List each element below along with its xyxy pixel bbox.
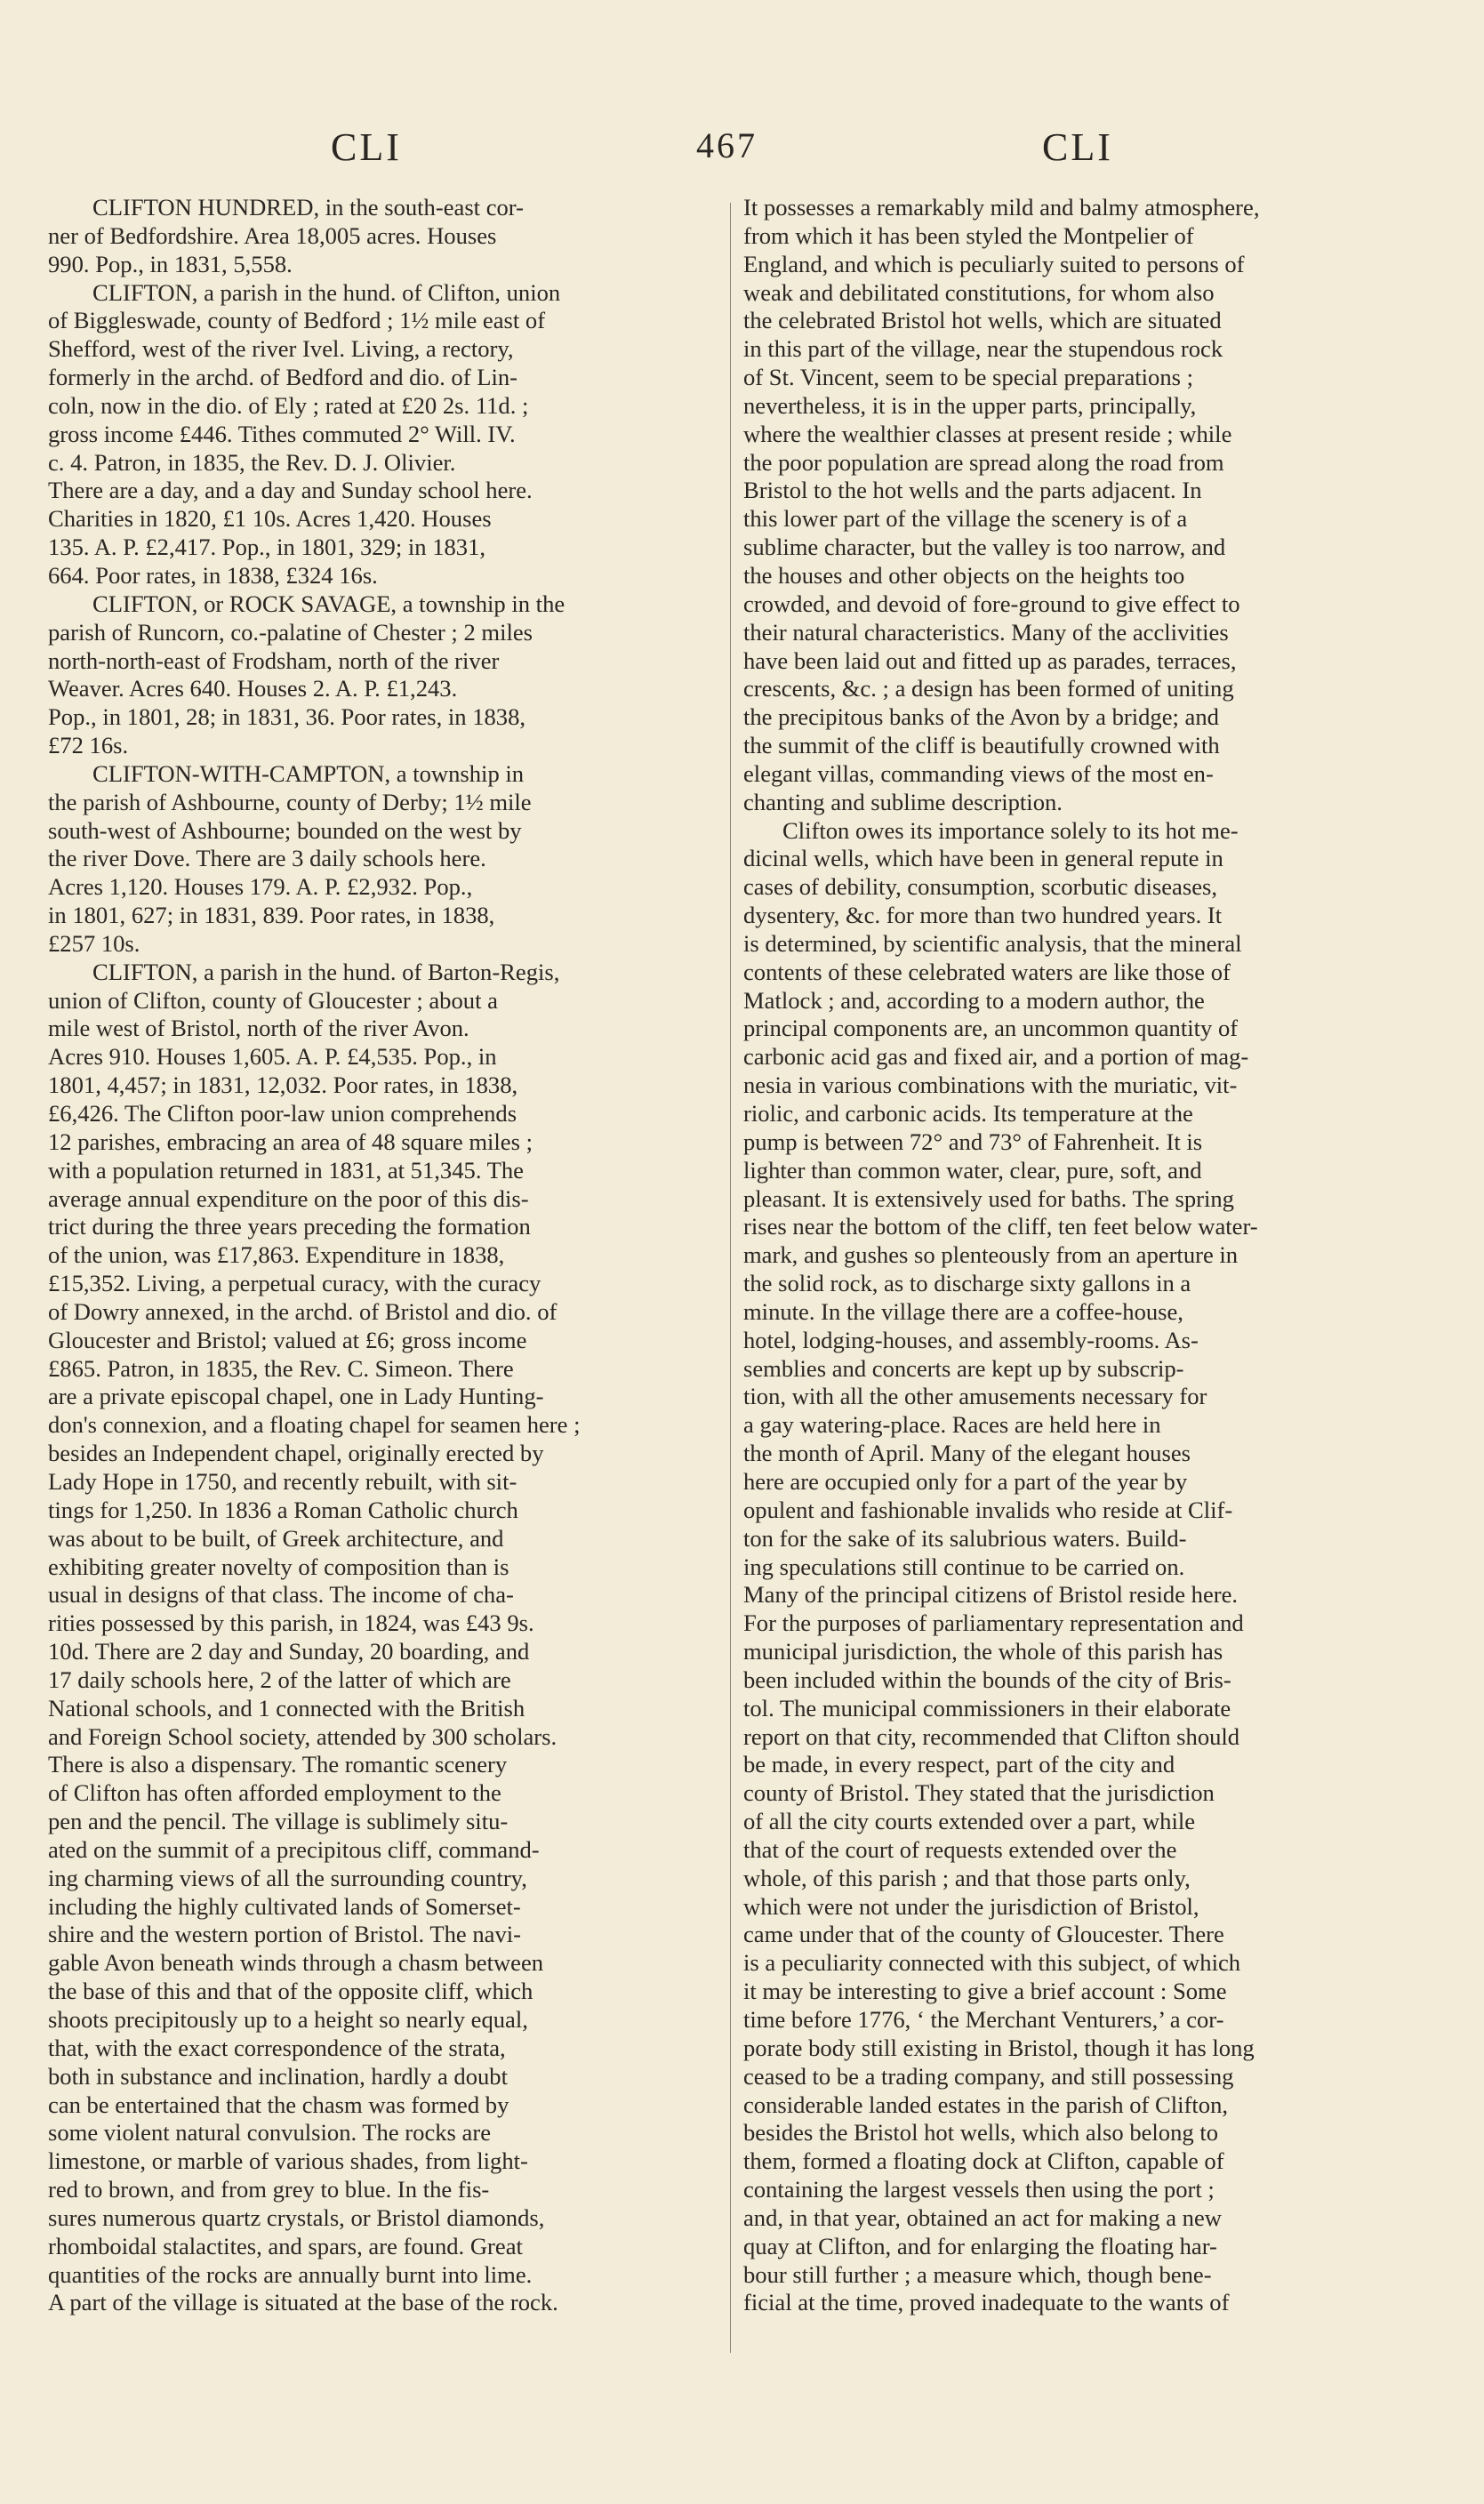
text-line: £72 16s. <box>48 732 129 759</box>
text-line: of the union, was £17,863. Expenditure in 1838, <box>48 1241 505 1269</box>
header-right-word: CLI <box>1042 125 1113 169</box>
text-line: c. 4. Patron, in 1835, the Rev. D. J. Olivier. <box>48 448 456 476</box>
text-line: contents of these celebrated waters are like those of <box>743 958 1231 985</box>
text-line: been included within the bounds of the city of Bris- <box>743 1665 1231 1693</box>
text-line: was about to be built, of Greek architecture, and <box>48 1524 504 1552</box>
text-line: municipal jurisdiction, the whole of this parish has <box>743 1638 1223 1665</box>
header-left-word: CLI <box>331 125 402 169</box>
text-line: pen and the pencil. The village is sublimely situ- <box>48 1808 509 1835</box>
text-line: some violent natural convulsion. The rocks are <box>48 2119 492 2147</box>
text-line: cases of debility, consumption, scorbutic diseases, <box>743 873 1217 901</box>
text-line: the precipitous banks of the Avon by a bridge; and <box>743 703 1219 731</box>
text-line: CLIFTON HUNDRED, in the south-east cor- <box>92 194 524 221</box>
text-line: average annual expenditure on the poor of this dis- <box>48 1184 529 1212</box>
text-line: mark, and gushes so plenteously from an aperture in <box>743 1241 1239 1269</box>
text-line: this lower part of the village the scenery is of a <box>743 505 1188 533</box>
text-line: Charities in 1820, £1 10s. Acres 1,420. Houses <box>48 505 492 533</box>
text-line: crescents, &c. ; a design has been formed of uniting <box>743 675 1234 702</box>
text-line: of all the city courts extended over a part, while <box>743 1808 1196 1835</box>
text-line: the celebrated Bristol hot wells, which are situated <box>743 307 1222 334</box>
text-line: 664. Poor rates, in 1838, £324 16s. <box>48 561 378 589</box>
text-line: a gay watering-place. Races are held here in <box>743 1411 1161 1439</box>
text-line: shoots precipitously up to a height so nearly equal, <box>48 2006 528 2033</box>
text-line: considerable landed estates in the parish of Clifton, <box>743 2091 1229 2118</box>
text-line: 17 daily schools here, 2 of the latter of which are <box>48 1665 511 1693</box>
text-line: that, with the exact correspondence of the strata, <box>48 2034 506 2061</box>
text-line: Acres 910. Houses 1,605. A. P. £4,535. Pop., in <box>48 1043 497 1071</box>
text-line: quay at Clifton, and for enlarging the floating har- <box>743 2232 1217 2259</box>
text-line: Acres 1,120. Houses 179. A. P. £2,932. Pop., <box>48 873 473 901</box>
text-line: usual in designs of that class. The income of cha- <box>48 1581 514 1609</box>
text-line: nevertheless, it is in the upper parts, principally, <box>743 391 1197 419</box>
column-divider <box>730 203 731 2353</box>
text-line: both in substance and inclination, hardly a doubt <box>48 2062 508 2090</box>
text-line: report on that city, recommended that Clifton should <box>743 1722 1240 1750</box>
text-line: don's connexion, and a floating chapel for seamen here ; <box>48 1411 581 1439</box>
text-line: the houses and other objects on the heights too <box>743 561 1185 589</box>
text-line: be made, in every respect, part of the city and <box>743 1751 1175 1778</box>
text-line: Weaver. Acres 640. Houses 2. A. P. £1,243. <box>48 675 458 702</box>
text-line: containing the largest vessels then using the port ; <box>743 2176 1215 2203</box>
text-line: the parish of Ashbourne, county of Derby; 1½ mile <box>48 788 532 815</box>
text-line: gross income £446. Tithes commuted 2° Will. IV. <box>48 420 516 447</box>
text-line: it may be interesting to give a brief account : Some <box>743 1978 1227 2005</box>
text-line: crowded, and devoid of fore-ground to give effect to <box>743 590 1240 617</box>
text-line: Lady Hope in 1750, and recently rebuilt, with sit- <box>48 1467 517 1495</box>
text-line: carbonic acid gas and fixed air, and a portion of mag- <box>743 1043 1249 1071</box>
text-line: quantities of the rocks are annually burnt into lime. <box>48 2260 533 2288</box>
text-line: gable Avon beneath winds through a chasm between <box>48 1949 544 1977</box>
text-line: ing speculations still continue to be carried on. <box>743 1553 1185 1580</box>
running-header <box>0 124 1484 178</box>
text-line: opulent and fashionable invalids who reside at Clif- <box>743 1496 1233 1523</box>
text-line: A part of the village is situated at the base of the rock. <box>48 2289 558 2316</box>
text-line: rities possessed by this parish, in 1824, was £43 9s. <box>48 1609 534 1637</box>
text-line: dysentery, &c. for more than two hundred years. It <box>743 902 1223 929</box>
text-line: which were not under the jurisdiction of Bristol, <box>743 1892 1199 1920</box>
text-line: time before 1776, ‘ the Merchant Venturers,’ a cor- <box>743 2006 1224 2033</box>
text-line: the month of April. Many of the elegant houses <box>743 1440 1191 1467</box>
text-line: rhomboidal stalactites, and spars, are found. Great <box>48 2232 523 2259</box>
text-line: hotel, lodging-houses, and assembly-rooms. As- <box>743 1326 1199 1353</box>
text-line: There is also a dispensary. The romantic scenery <box>48 1751 508 1778</box>
text-line: exhibiting greater novelty of composition than is <box>48 1553 509 1580</box>
text-line: the solid rock, as to discharge sixty gallons in a <box>743 1270 1191 1297</box>
text-line: the summit of the cliff is beautifully crowned with <box>743 732 1220 759</box>
text-line: pleasant. It is extensively used for baths. The spring <box>743 1184 1234 1212</box>
text-line: Matlock ; and, according to a modern author, the <box>743 986 1205 1014</box>
text-line: ated on the summit of a precipitous cliff, command- <box>48 1835 540 1863</box>
text-line: Pop., in 1801, 28; in 1831, 36. Poor rates, in 1838, <box>48 703 526 731</box>
text-line: CLIFTON, a parish in the hund. of Barton-Regis, <box>92 958 560 985</box>
text-line: £15,352. Living, a perpetual curacy, with the curacy <box>48 1270 541 1297</box>
text-line: can be entertained that the chasm was formed by <box>48 2091 509 2118</box>
text-line: the poor population are spread along the road from <box>743 448 1224 476</box>
text-line: tion, with all the other amusements necessary for <box>743 1383 1207 1410</box>
text-line: here are occupied only for a part of the year by <box>743 1467 1188 1495</box>
text-line: principal components are, an uncommon quantity of <box>743 1015 1239 1042</box>
page-number: 467 <box>696 125 758 165</box>
text-line: is determined, by scientific analysis, that the mineral <box>743 929 1242 957</box>
text-line: of Clifton has often afforded employment to the <box>48 1779 501 1807</box>
text-line: ceased to be a trading company, and still possessing <box>743 2062 1234 2090</box>
text-line: Many of the principal citizens of Bristol reside here. <box>743 1581 1239 1609</box>
text-line: Gloucester and Bristol; valued at £6; gross income <box>48 1326 527 1353</box>
text-line: have been laid out and fitted up as parades, terraces, <box>743 646 1237 674</box>
text-line: coln, now in the dio. of Ely ; rated at £20 2s. 11d. ; <box>48 391 529 419</box>
text-line: and, in that year, obtained an act for making a new <box>743 2203 1222 2231</box>
text-line: 12 parishes, embracing an area of 48 square miles ; <box>48 1128 533 1155</box>
text-line: where the wealthier classes at present reside ; while <box>743 420 1232 447</box>
text-line: of St. Vincent, seem to be special preparations ; <box>743 364 1194 391</box>
text-line: 10d. There are 2 day and Sunday, 20 boarding, and <box>48 1638 530 1665</box>
text-line: that of the court of requests extended over the <box>743 1835 1177 1863</box>
text-line: dicinal wells, which have been in general repute in <box>743 845 1223 872</box>
text-line: tings for 1,250. In 1836 a Roman Catholic church <box>48 1496 518 1523</box>
text-line: them, formed a floating dock at Clifton, capable of <box>743 2147 1224 2175</box>
text-line: minute. In the village there are a coffee-house, <box>743 1297 1183 1325</box>
text-line: the base of this and that of the opposite cliff, which <box>48 1978 533 2005</box>
text-line: £257 10s. <box>48 929 140 957</box>
text-line: National schools, and 1 connected with the British <box>48 1694 525 1722</box>
text-line: semblies and concerts are kept up by subscrip- <box>743 1354 1184 1382</box>
text-line: £865. Patron, in 1835, the Rev. C. Simeon. There <box>48 1354 514 1382</box>
text-line: Bristol to the hot wells and the parts adjacent. In <box>743 477 1202 504</box>
text-line: elegant villas, commanding views of the most en- <box>743 759 1214 787</box>
text-line: £6,426. The Clifton poor-law union comprehends <box>48 1100 517 1127</box>
text-line: CLIFTON, a parish in the hund. of Clifton, union <box>92 278 561 306</box>
text-line: formerly in the archd. of Bedford and dio. of Lin- <box>48 364 518 391</box>
text-line: with a population returned in 1831, at 51,345. The <box>48 1156 524 1184</box>
text-line: north-north-east of Frodsham, north of the river <box>48 646 500 674</box>
text-line: came under that of the county of Gloucester. There <box>743 1921 1224 1948</box>
text-line: weak and debilitated constitutions, for whom also <box>743 278 1215 306</box>
text-line: England, and which is peculiarly suited to persons of <box>743 250 1245 277</box>
text-line: ner of Bedfordshire. Area 18,005 acres. Houses <box>48 221 497 249</box>
text-line: from which it has been styled the Montpelier of <box>743 221 1194 249</box>
text-line: in this part of the village, near the stupendous rock <box>743 335 1223 363</box>
text-line: tol. The municipal commissioners in their elaborate <box>743 1694 1231 1722</box>
text-line: parish of Runcorn, co.-palatine of Chester ; 2 miles <box>48 618 533 646</box>
text-line: It possesses a remarkably mild and balmy atmosphere, <box>743 194 1260 221</box>
text-line: mile west of Bristol, north of the river Avon. <box>48 1015 469 1042</box>
text-line: CLIFTON-WITH-CAMPTON, a township in <box>92 759 525 787</box>
text-line: union of Clifton, county of Gloucester ; about a <box>48 986 498 1014</box>
text-line: riolic, and carbonic acids. Its temperature at the <box>743 1100 1193 1127</box>
text-line: Clifton owes its importance solely to its hot me- <box>782 816 1239 844</box>
text-line: limestone, or marble of various shades, from light- <box>48 2147 528 2175</box>
text-line: ficial at the time, proved inadequate to the wants of <box>743 2289 1230 2316</box>
text-line: in 1801, 627; in 1831, 839. Poor rates, in 1838, <box>48 902 495 929</box>
text-line: 135. A. P. £2,417. Pop., in 1801, 329; in 1831, <box>48 534 486 561</box>
text-line: chanting and sublime description. <box>743 788 1063 815</box>
text-line: rises near the bottom of the cliff, ten feet below water- <box>743 1213 1258 1240</box>
text-line: There are a day, and a day and Sunday school here. <box>48 477 533 504</box>
left-column <box>48 194 724 2317</box>
text-line: ton for the sake of its salubrious waters. Build- <box>743 1524 1187 1552</box>
text-line: CLIFTON, or ROCK SAVAGE, a township in the <box>92 590 566 617</box>
text-line: and Foreign School society, attended by 300 scholars. <box>48 1722 558 1750</box>
text-line: of Biggleswade, county of Bedford ; 1½ mile east of <box>48 307 546 334</box>
text-line: south-west of Ashbourne; bounded on the west by <box>48 816 522 844</box>
text-line: 1801, 4,457; in 1831, 12,032. Poor rates, in 1838, <box>48 1071 518 1099</box>
text-line: their natural characteristics. Many of the acclivities <box>743 618 1229 646</box>
text-line: besides the Bristol hot wells, which also belong to <box>743 2119 1219 2147</box>
text-line: nesia in various combinations with the muriatic, vit- <box>743 1071 1238 1099</box>
text-line: are a private episcopal chapel, one in Lady Hunting- <box>48 1383 544 1410</box>
text-line: pump is between 72° and 73° of Fahrenheit. It is <box>743 1128 1203 1155</box>
right-column <box>743 194 1385 2317</box>
text-line: lighter than common water, clear, pure, soft, and <box>743 1156 1202 1184</box>
text-line: the river Dove. There are 3 daily schools here. <box>48 845 486 872</box>
text-line: is a peculiarity connected with this subject, of which <box>743 1949 1241 1977</box>
text-line: of Dowry annexed, in the archd. of Bristol and dio. of <box>48 1297 558 1325</box>
text-line: bour still further ; a measure which, though bene- <box>743 2260 1212 2288</box>
text-line: shire and the western portion of Bristol. The navi- <box>48 1921 522 1948</box>
text-line: sublime character, but the valley is too narrow, and <box>743 534 1226 561</box>
text-line: red to brown, and from grey to blue. In the fis- <box>48 2176 490 2203</box>
text-line: ing charming views of all the surrounding country, <box>48 1864 527 1891</box>
text-line: whole, of this parish ; and that those parts only, <box>743 1864 1191 1891</box>
text-line: For the purposes of parliamentary representation and <box>743 1609 1244 1637</box>
text-line: porate body still existing in Bristol, though it has long <box>743 2034 1255 2061</box>
text-line: Shefford, west of the river Ivel. Living, a rectory, <box>48 335 514 363</box>
text-line: 990. Pop., in 1831, 5,558. <box>48 250 293 277</box>
text-line: including the highly cultivated lands of Somerset- <box>48 1892 521 1920</box>
text-line: county of Bristol. They stated that the jurisdiction <box>743 1779 1215 1807</box>
text-line: sures numerous quartz crystals, or Bristol diamonds, <box>48 2203 545 2231</box>
text-line: besides an Independent chapel, originally erected by <box>48 1440 544 1467</box>
text-line: trict during the three years preceding the formation <box>48 1213 531 1240</box>
